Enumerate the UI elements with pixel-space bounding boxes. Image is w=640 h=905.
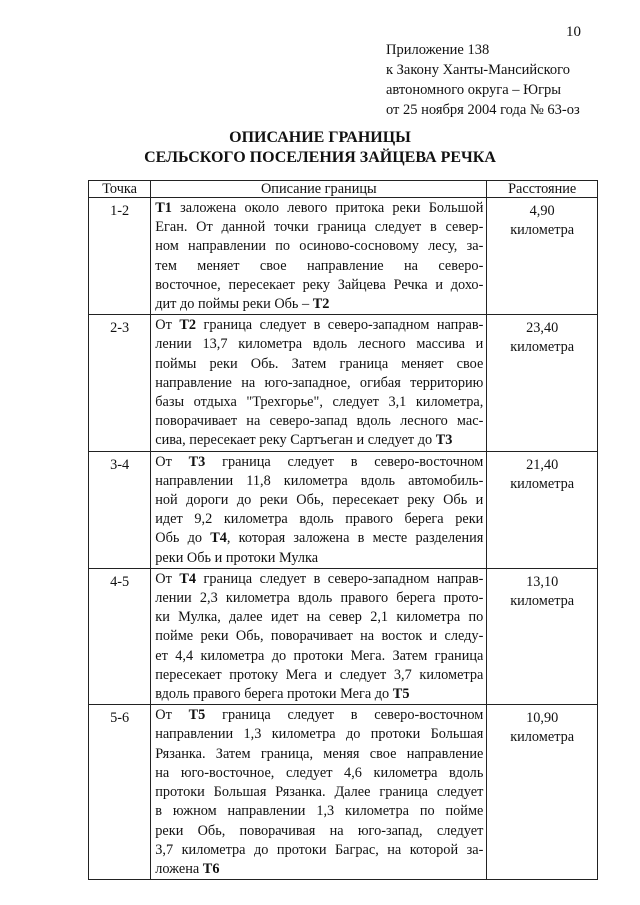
table-row (89, 705, 598, 880)
description-text: поймы реки Обь. Затем граница меняет свое (155, 355, 484, 372)
description-line (155, 510, 483, 529)
description-cell (151, 705, 487, 880)
description-text: От (155, 317, 180, 334)
table-row (89, 315, 598, 451)
appendix-line: автономного округа – Югры (386, 82, 562, 98)
description-line (155, 627, 483, 646)
description-line (155, 570, 483, 589)
description-text: ет 4,4 километра до протоки Мега. Затем граница (155, 647, 484, 664)
description-text: реки Обь и протоки Мулка (155, 549, 319, 566)
description-line (155, 276, 483, 295)
description-line (155, 295, 483, 314)
page-number: 10 (566, 24, 581, 40)
description-line (155, 412, 483, 431)
point-marker: T5 (392, 686, 410, 703)
table-row (89, 198, 598, 315)
description-line (155, 685, 483, 704)
description-line (155, 783, 483, 802)
point-cell: 2-3 (89, 315, 151, 451)
description-text: граница следует в северо-западном направ- (196, 570, 484, 587)
distance-unit: километра (510, 593, 575, 610)
description-text: идет 9,2 километра вдоль правого берега реки (155, 511, 484, 528)
distance-cell (487, 568, 598, 704)
description-text: От (155, 570, 180, 587)
description-text: тем меняет свое направление на северо- (155, 257, 484, 274)
description-text: граница следует в северо-восточном (205, 453, 484, 470)
description-text: Еган. От данной точки граница следует в север- (155, 219, 484, 236)
point-marker: T6 (202, 860, 220, 877)
distance-value: 4,90 (529, 203, 555, 219)
document-title (0, 128, 640, 168)
point-marker: T2 (179, 317, 196, 334)
point-marker: T3 (435, 432, 453, 449)
distance-value: 23,40 (526, 320, 559, 337)
description-line (155, 472, 483, 491)
distance-cell (487, 451, 598, 568)
point-marker: T5 (188, 707, 206, 724)
description-line (155, 764, 483, 783)
title-line: СЕЛЬСКОГО ПОСЕЛЕНИЯ ЗАЙЦЕВА РЕЧКА (144, 149, 496, 166)
description-line (155, 647, 483, 666)
description-line (155, 802, 483, 821)
description-text: реки Обь, поворачивая на юго-запад, следует (155, 822, 484, 839)
description-text: ном направлении по осиново-сосновому лесу, за- (155, 238, 484, 255)
description-text: сива, пересекает реку Сартъеган и следует до (155, 432, 436, 449)
description-line (155, 237, 483, 256)
description-cell (151, 451, 487, 568)
description-text: протоки Большая Рязанка. Далее граница следует (155, 784, 484, 801)
description-text: , которая заложена в месте разделения (226, 530, 484, 547)
description-text: базы отдыха "Трехгорье", следует 3,1 километра, (155, 394, 484, 411)
description-text: ложена (155, 860, 203, 877)
distance-cell (487, 705, 598, 880)
description-text: Рязанка. Затем граница, меняя свое направление (155, 745, 484, 762)
point-cell: 4-5 (89, 568, 151, 704)
description-text: ки Мулка, далее идет на север 2,1 километра по (155, 609, 484, 626)
description-text: дит до поймы реки Обь – (155, 296, 313, 313)
description-line (155, 589, 483, 608)
point-cell: 3-4 (89, 451, 151, 568)
description-text: ной дороги до реки Обь, пересекает реку Обь и (155, 492, 484, 509)
description-text: направление на юго-западное, огибая территорию (155, 374, 484, 391)
description-line (155, 374, 483, 393)
description-line (155, 335, 483, 354)
distance-value: 21,40 (526, 456, 559, 473)
point-cell: 1-2 (89, 198, 151, 315)
description-line (155, 608, 483, 627)
description-text: 3,7 километра до протоки Баграс, на которой за- (155, 841, 484, 858)
description-text: поворачивает на северо-запад вдоль лесного мас- (155, 413, 484, 430)
header-description: Описание границы (151, 181, 487, 198)
description-text: направлении 1,3 километра до протоки Большая (155, 726, 484, 743)
distance-cell (487, 198, 598, 315)
distance-unit: километра (510, 475, 575, 492)
description-line (155, 431, 483, 450)
description-text: в южном направлении 1,3 километра по пойме (155, 803, 484, 820)
point-marker: T2 (312, 296, 330, 313)
description-text: лении 13,7 километра вдоль лесного массива и (155, 336, 484, 353)
description-line (155, 822, 483, 841)
appendix-line: Приложение 138 (386, 42, 490, 58)
description-line (155, 549, 483, 568)
description-line (155, 706, 483, 725)
description-line (155, 218, 483, 237)
header-distance: Расстояние (487, 181, 598, 198)
table-row (89, 568, 598, 704)
description-line (155, 666, 483, 685)
description-line (155, 316, 483, 335)
description-text: заложена около левого притока реки Большой (171, 200, 484, 216)
description-line (155, 745, 483, 764)
point-marker: T1 (155, 200, 172, 216)
point-cell: 5-6 (89, 705, 151, 880)
description-text: на юго-восточное, следует 4,6 километра вдоль (155, 764, 484, 781)
description-line (155, 393, 483, 412)
description-text: пойме реки Обь, поворачивает на восток и следу- (155, 628, 484, 645)
description-text: пересекает протоку Мега и следует 3,7 километра (155, 666, 484, 683)
description-line (155, 199, 483, 218)
description-text: восточное, пересекает реку Зайцева Речка и дохо- (155, 276, 484, 293)
table-header-row (89, 181, 598, 198)
description-cell (151, 568, 487, 704)
distance-value: 10,90 (526, 710, 559, 727)
appendix-line: к Закону Ханты-Мансийского (386, 62, 571, 78)
description-text: От (155, 707, 189, 724)
description-cell (151, 198, 487, 315)
distance-unit: километра (510, 729, 575, 746)
description-line (155, 841, 483, 860)
description-cell (151, 315, 487, 451)
point-marker: T4 (210, 530, 227, 547)
description-line (155, 355, 483, 374)
description-line (155, 529, 483, 548)
description-text: лении 2,3 километра вдоль правого берега прото- (155, 590, 484, 607)
appendix-reference (386, 40, 580, 120)
description-text: От (155, 453, 189, 470)
title-line: ОПИСАНИЕ ГРАНИЦЫ (229, 129, 411, 146)
description-line (155, 257, 483, 276)
description-text: Обь до (155, 530, 211, 547)
point-marker: T3 (188, 453, 206, 470)
description-text: граница следует в северо-западном направ- (196, 317, 484, 334)
description-text: направлении 11,8 километра вдоль автомобиль- (155, 472, 484, 489)
distance-cell (487, 315, 598, 451)
distance-value: 13,10 (526, 573, 559, 590)
description-line (155, 860, 483, 879)
appendix-line: от 25 ноября 2004 года № 63-оз (386, 102, 580, 118)
description-line (155, 491, 483, 510)
point-marker: T4 (179, 570, 196, 587)
description-line (155, 725, 483, 744)
description-text: граница следует в северо-восточном (205, 707, 484, 724)
description-line (155, 453, 483, 472)
description-text: вдоль правого берега протоки Мега до (155, 686, 393, 703)
distance-unit: километра (510, 222, 575, 239)
boundary-table (88, 180, 598, 880)
distance-unit: километра (510, 339, 575, 356)
table-row (89, 451, 598, 568)
header-point: Точка (89, 181, 151, 198)
